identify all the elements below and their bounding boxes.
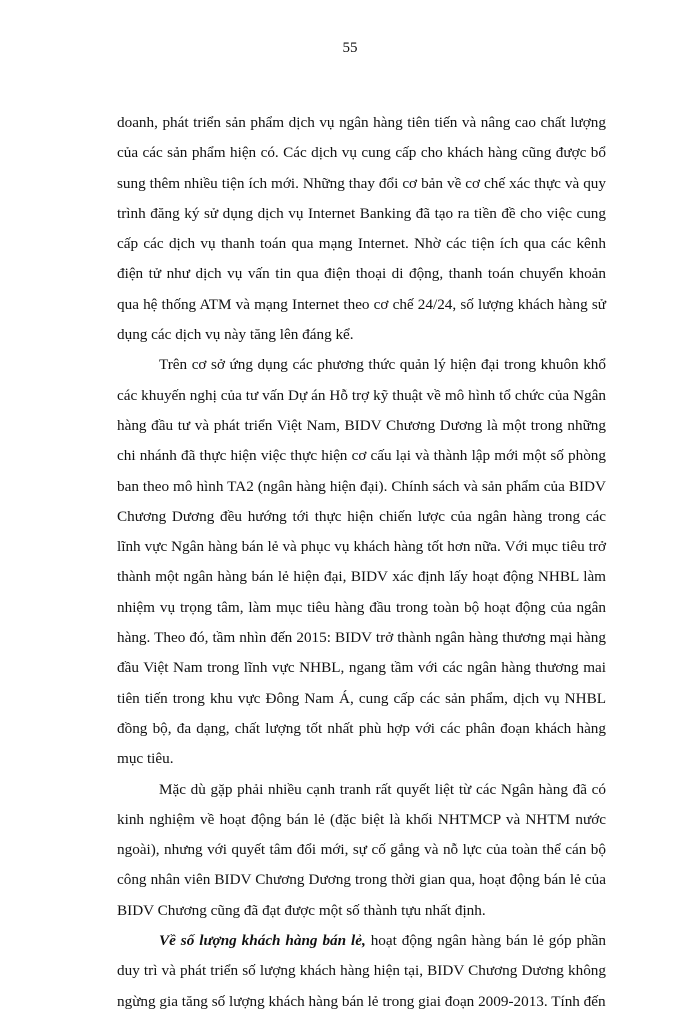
paragraph-retail-customers [117, 926, 606, 1017]
paragraph-continuation: doanh, phát triển sản phẩm dịch vụ ngân hàng tiên tiến và nâng cao chất lượng của các sản phẩm hiện có. Các dịch vụ cung cấp cho khách hàng cũng được bổ sung thêm nhiều tiện ích mới. Những thay đổi cơ bản về cơ chế xác thực và quy trình đăng ký sử dụng dịch vụ Internet Banking đã tạo ra tiền đề cho việc cung cấp các dịch vụ thanh toán qua mạng Internet. Nhờ các tiện ích qua các kênh điện tử như dịch vụ vấn tin qua điện thoại di động, thanh toán chuyển khoản qua hệ thống ATM và mạng Internet theo cơ chế 24/24, số lượng khách hàng sử dụng các dịch vụ này tăng lên đáng kể. [117, 114, 606, 344]
paragraph-achievements: Mặc dù gặp phải nhiều cạnh tranh rất quyết liệt từ các Ngân hàng đã có kinh nghiệm về hoạt động bán lẻ (đặc biệt là khối NHTMCP và NHTM nước ngoài), nhưng với quyết tâm đổi mới, sự cố gắng và nỗ lực của toàn thể cán bộ công nhân viên BIDV Chương Dương trong thời gian qua, hoạt động bán lẻ của BIDV Chương cũng đã đạt được một số thành tựu nhất định. [117, 780, 606, 919]
paragraph-retail-customers-text: hoạt động ngân hàng bán lẻ góp phần duy trì và phát triển số lượng khách hàng hiện tại, BIDV Chương Dương không ngừng gia tăng số lượng khách hàng bán lẻ trong giai đoạn 2009-2013. Tính đến [117, 932, 606, 1010]
page-number: 55 [342, 40, 358, 56]
document-body [117, 108, 606, 1017]
emphasis-heading: Về số lượng khách hàng bán lẻ, [159, 932, 366, 950]
paragraph-modernization: Trên cơ sở ứng dụng các phương thức quản lý hiện đại trong khuôn khổ các khuyến nghị của tư vấn Dự án Hỗ trợ kỹ thuật về mô hình tổ chức của Ngân hàng đầu tư và phát triển Việt Nam, BIDV Chương Dương là một trong những chi nhánh đã thực hiện việc thực hiện cơ cấu lại và thành lập mới một số phòng ban theo mô hình TA2 (ngân hàng hiện đại). Chính sách và sản phẩm của BIDV Chương Dương đều hướng tới thực hiện chiến lược của ngân hàng trong các lĩnh vực Ngân hàng bán lẻ và phục vụ khách hàng tốt hơn nữa. Với mục tiêu trở thành một ngân hàng bán lẻ hiện đại, BIDV xác định lấy hoạt động NHBL làm nhiệm vụ trọng tâm, làm mục tiêu hàng đầu trong toàn bộ hoạt động của ngân hàng. Theo đó, tầm nhìn đến 2015: BIDV trở thành ngân hàng thương mại hàng đầu Việt Nam trong lĩnh vực NHBL, ngang tầm với các ngân hàng thương mai tiên tiến trong khu vực Đông Nam Á, cung cấp các sản phẩm, dịch vụ NHBL đồng bộ, đa dạng, chất lượng tốt nhất phù hợp với các phân đoạn khách hàng mục tiêu. [117, 356, 606, 768]
